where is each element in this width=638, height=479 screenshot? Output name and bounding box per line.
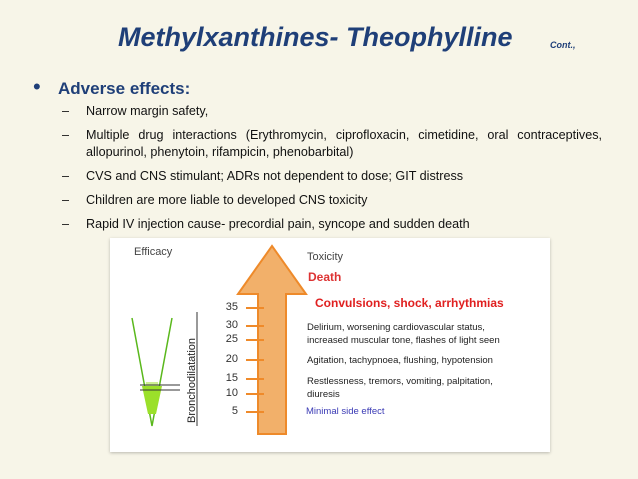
efficacy-toxicity-figure (110, 238, 550, 452)
bullet-heading: Adverse effects: (58, 79, 191, 98)
tick-label-5: 5 (231, 405, 238, 417)
level-death: Death (308, 270, 342, 284)
list-item: – Multiple drug interactions (Erythromycin, ciprofloxacin, cimetidine, oral contraceptives, allopurinol, phenytoin, rifampicin, phenobarbital) (62, 128, 602, 159)
dash-icon: – (62, 104, 70, 118)
tick-label-30: 30 (225, 319, 238, 331)
tick-label-25: 25 (225, 333, 238, 345)
level-restlessness-line1: Restlessness, tremors, vomiting, palpitation, (307, 376, 493, 387)
tick-label-10: 10 (225, 387, 238, 399)
tick-label-15: 15 (225, 372, 238, 384)
bronchodilatation-label: Bronchodilatation (186, 337, 198, 423)
dash-icon: – (62, 217, 70, 231)
adverse-effects-list (62, 103, 602, 240)
level-delirium-line1: Delirium, worsening cardiovascular status, (307, 322, 485, 333)
tick-label-20: 20 (225, 353, 238, 365)
level-restlessness-line2: diuresis (307, 389, 340, 400)
level-minimal: Minimal side effect (306, 406, 385, 417)
slide-title: Methylxanthines- Theophylline (118, 22, 513, 52)
efficacy-label: Efficacy (134, 246, 173, 258)
toxicity-label: Toxicity (307, 251, 344, 263)
level-agitation: Agitation, tachypnoea, flushing, hypotension (307, 355, 493, 366)
tick-label-35: 35 (225, 301, 238, 313)
dash-icon: – (62, 169, 70, 183)
dash-icon: – (62, 128, 70, 142)
continued-label: Cont., (550, 40, 576, 50)
dash-icon: – (62, 193, 70, 207)
list-item: – CVS and CNS stimulant; ADRs not dependent to dose; GIT distress (62, 169, 464, 183)
list-item: – Children are more liable to developed CNS toxicity (62, 193, 368, 207)
bullet-dot-icon: • (33, 74, 41, 99)
level-delirium-line2: increased muscular tone, flashes of light seen (307, 335, 500, 346)
list-item: – Rapid IV injection cause- precordial pain, syncope and sudden death (62, 217, 470, 231)
list-item: – Narrow margin safety, (62, 104, 209, 118)
level-convulsions: Convulsions, shock, arrhythmias (315, 296, 504, 310)
